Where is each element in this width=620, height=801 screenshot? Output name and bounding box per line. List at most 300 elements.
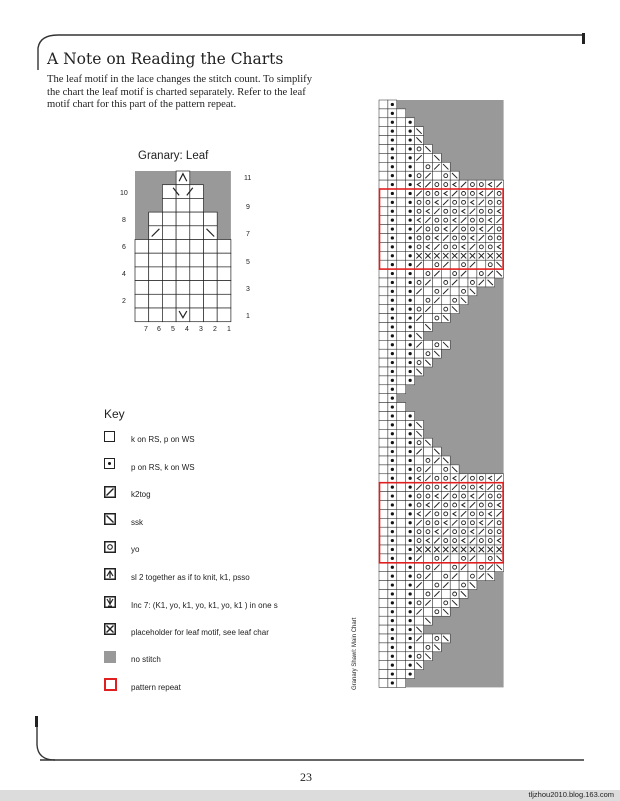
dot-icon <box>391 459 394 462</box>
chart-cell <box>379 554 388 563</box>
chart-cell <box>397 323 406 332</box>
chart-cell <box>424 314 433 323</box>
chart-cell <box>379 545 388 554</box>
chart-cell <box>424 590 433 599</box>
chart-cell <box>450 242 459 251</box>
footer-bar <box>0 790 620 801</box>
chart-cell <box>495 198 504 207</box>
dot-icon <box>391 130 394 133</box>
dot-icon <box>409 592 412 595</box>
dot-icon <box>409 236 412 239</box>
leaf-cell <box>149 267 163 281</box>
chart-cell <box>477 563 486 572</box>
chart-cell <box>441 501 450 510</box>
chart-cell <box>450 180 459 189</box>
chart-cell <box>379 643 388 652</box>
chart-cell <box>432 581 441 590</box>
chart-cell <box>424 234 433 243</box>
chart-cell <box>379 162 388 171</box>
leaf-cell <box>149 212 163 226</box>
chart-cell <box>379 296 388 305</box>
leaf-cell <box>190 281 204 295</box>
chart-cell <box>379 198 388 207</box>
dot-icon <box>409 147 412 150</box>
dot-icon <box>391 414 394 417</box>
chart-cell <box>468 278 477 287</box>
chart-cell <box>450 554 459 563</box>
leaf-cell <box>217 267 231 281</box>
leaf-cell <box>217 308 231 322</box>
chart-cell <box>468 180 477 189</box>
dot-icon <box>391 281 394 284</box>
chart-cell <box>450 536 459 545</box>
chart-cell <box>468 572 477 581</box>
chart-cell <box>432 314 441 323</box>
chart-cell <box>486 554 495 563</box>
dot-icon <box>391 290 394 293</box>
chart-cell <box>432 598 441 607</box>
chart-cell <box>450 474 459 483</box>
dot-icon <box>391 486 394 489</box>
chart-cell <box>415 180 424 189</box>
chart-cell <box>379 207 388 216</box>
chart-cell <box>477 483 486 492</box>
leaf-cell <box>149 281 163 295</box>
leaf-col-label: 2 <box>213 326 217 333</box>
chart-cell <box>415 598 424 607</box>
chart-cell <box>459 287 468 296</box>
dot-icon <box>391 210 394 213</box>
chart-cell <box>486 180 495 189</box>
leaf-cell <box>204 308 218 322</box>
chart-cell <box>450 269 459 278</box>
chart-cell <box>432 607 441 616</box>
dot-icon <box>391 103 394 106</box>
dot-icon <box>391 405 394 408</box>
dot-icon <box>391 575 394 578</box>
leaf-cell <box>162 281 176 295</box>
chart-cell <box>424 634 433 643</box>
dot-icon <box>391 637 394 640</box>
chart-cell <box>441 296 450 305</box>
main-chart-title: Granary Shawl: Main Chart <box>352 617 358 690</box>
chart-cell <box>379 385 388 394</box>
chart-cell <box>432 483 441 492</box>
dot-icon <box>391 299 394 302</box>
leaf-col-label: 4 <box>185 326 189 333</box>
chart-cell <box>397 429 406 438</box>
chart-cell <box>379 376 388 385</box>
chart-cell <box>379 349 388 358</box>
chart-cell <box>379 323 388 332</box>
dot-icon <box>409 486 412 489</box>
leaf-cell <box>162 185 176 199</box>
chart-cell <box>379 492 388 501</box>
chart-cell <box>459 518 468 527</box>
dot-icon <box>391 388 394 391</box>
chart-cell <box>424 269 433 278</box>
dot-icon <box>391 681 394 684</box>
chart-cell <box>397 287 406 296</box>
dot-icon <box>391 183 394 186</box>
leaf-cell <box>149 294 163 308</box>
chart-cell <box>432 634 441 643</box>
leaf-col-label: 1 <box>227 326 231 333</box>
dot-icon <box>409 227 412 230</box>
chart-cell <box>415 323 424 332</box>
chart-cell <box>424 242 433 251</box>
dot-icon <box>391 272 394 275</box>
chart-cell <box>397 145 406 154</box>
chart-cell <box>415 305 424 314</box>
chart-cell <box>441 207 450 216</box>
chart-cell <box>450 527 459 536</box>
leaf-cell <box>162 253 176 267</box>
chart-cell <box>450 234 459 243</box>
chart-cell <box>432 305 441 314</box>
chart-cell <box>397 242 406 251</box>
chart-cell <box>468 563 477 572</box>
chart-cell <box>450 590 459 599</box>
leaf-row-label: 3 <box>246 286 250 293</box>
dot-icon <box>391 147 394 150</box>
chart-cell <box>397 492 406 501</box>
chart-cell <box>424 225 433 234</box>
chart-cell <box>379 180 388 189</box>
dot-icon <box>409 628 412 631</box>
dot-icon <box>391 219 394 222</box>
dot-icon <box>409 530 412 533</box>
chart-cell <box>432 234 441 243</box>
leaf-cell <box>162 294 176 308</box>
dot-icon <box>409 557 412 560</box>
dot-icon <box>409 361 412 364</box>
chart-cell <box>432 518 441 527</box>
chart-cell <box>486 234 495 243</box>
dot-icon <box>409 672 412 675</box>
chart-cell <box>432 180 441 189</box>
chart-cell <box>415 171 424 180</box>
dot-icon <box>409 352 412 355</box>
dot-icon <box>391 441 394 444</box>
chart-cell <box>468 234 477 243</box>
leaf-row-label: 5 <box>246 259 250 266</box>
chart-cell <box>397 679 406 688</box>
chart-cell <box>379 287 388 296</box>
chart-cell <box>459 572 468 581</box>
chart-cell <box>459 581 468 590</box>
chart-cell <box>379 251 388 260</box>
chart-cell <box>459 242 468 251</box>
chart-cell <box>468 269 477 278</box>
chart-cell <box>415 590 424 599</box>
dot-icon <box>391 174 394 177</box>
chart-cell <box>397 420 406 429</box>
chart-cell <box>415 474 424 483</box>
chart-cell <box>450 207 459 216</box>
dot-icon <box>409 619 412 622</box>
chart-cell <box>441 572 450 581</box>
leaf-cell <box>135 253 149 267</box>
chart-cell <box>379 216 388 225</box>
dot-icon <box>409 299 412 302</box>
chart-cell <box>441 216 450 225</box>
chart-cell <box>450 501 459 510</box>
dot-icon <box>409 583 412 586</box>
chart-cell <box>397 314 406 323</box>
chart-cell <box>441 180 450 189</box>
chart-cell <box>432 225 441 234</box>
dot-icon <box>409 646 412 649</box>
chart-cell <box>379 518 388 527</box>
leaf-cell <box>135 294 149 308</box>
chart-cell <box>441 518 450 527</box>
chart-cell <box>397 136 406 145</box>
chart-cell <box>477 269 486 278</box>
leaf-cell <box>176 294 190 308</box>
chart-cell <box>415 438 424 447</box>
leaf-cell <box>135 281 149 295</box>
dot-icon <box>409 130 412 133</box>
leaf-cell <box>162 212 176 226</box>
dot-icon <box>391 601 394 604</box>
chart-cell <box>415 536 424 545</box>
dot-icon <box>409 245 412 248</box>
chart-cell <box>379 171 388 180</box>
chart-cell <box>424 349 433 358</box>
chart-cell <box>450 492 459 501</box>
chart-cell <box>459 536 468 545</box>
leaf-row-label: 6 <box>122 244 126 251</box>
key-label: sl 2 together as if to knit, k1, psso <box>131 573 250 582</box>
k2tog-icon <box>104 486 116 498</box>
chart-cell <box>459 234 468 243</box>
chart-cell <box>424 581 433 590</box>
chart-cell <box>379 234 388 243</box>
chart-cell <box>397 590 406 599</box>
chart-cell <box>379 652 388 661</box>
chart-cell <box>397 509 406 518</box>
chart-cell <box>397 331 406 340</box>
chart-cell <box>415 242 424 251</box>
chart-cell <box>424 447 433 456</box>
dot-icon <box>409 308 412 311</box>
chart-cell <box>441 269 450 278</box>
chart-cell <box>441 536 450 545</box>
chart-cell <box>397 625 406 634</box>
dot-icon <box>391 165 394 168</box>
chart-cell <box>379 572 388 581</box>
dot-icon <box>391 672 394 675</box>
placeholder-x-icon <box>104 623 116 635</box>
chart-cell <box>397 465 406 474</box>
dot-icon <box>409 316 412 319</box>
key-label: Inc 7: (K1, yo, k1, yo, k1, yo, k1 ) in one s <box>131 601 278 610</box>
key-label: k2tog <box>131 490 151 499</box>
chart-cell <box>397 340 406 349</box>
dot-icon <box>409 210 412 213</box>
chart-cell <box>397 501 406 510</box>
chart-cell <box>397 278 406 287</box>
chart-cell <box>379 314 388 323</box>
dot-icon <box>391 352 394 355</box>
chart-cell <box>459 483 468 492</box>
chart-cell <box>486 501 495 510</box>
leaf-cell <box>135 240 149 254</box>
chart-cell <box>486 207 495 216</box>
chart-cell <box>486 474 495 483</box>
chart-cell <box>379 661 388 670</box>
chart-cell <box>459 501 468 510</box>
chart-cell <box>379 367 388 376</box>
leaf-cell <box>190 240 204 254</box>
chart-cell <box>397 518 406 527</box>
dot-icon <box>409 165 412 168</box>
chart-cell <box>397 260 406 269</box>
leaf-cell <box>217 240 231 254</box>
dot-icon <box>391 334 394 337</box>
chart-cell <box>379 438 388 447</box>
dot-icon <box>409 548 412 551</box>
chart-cell <box>450 509 459 518</box>
chart-cell <box>397 251 406 260</box>
chart-cell <box>468 216 477 225</box>
dot-icon <box>409 379 412 382</box>
key-label: yo <box>131 545 140 554</box>
chart-cell <box>397 572 406 581</box>
chart-cell <box>468 518 477 527</box>
chart-cell <box>441 509 450 518</box>
chart-cell <box>415 349 424 358</box>
dot-icon <box>391 664 394 667</box>
chart-cell <box>468 189 477 198</box>
chart-cell <box>379 607 388 616</box>
chart-cell <box>477 509 486 518</box>
leaf-cell <box>162 198 176 212</box>
chart-cell <box>459 189 468 198</box>
dot-icon <box>409 174 412 177</box>
chart-cell <box>459 225 468 234</box>
chart-cell <box>397 118 406 127</box>
chart-cell <box>397 403 406 412</box>
chart-cell <box>495 536 504 545</box>
chart-cell <box>432 509 441 518</box>
dot-icon <box>391 379 394 382</box>
leaf-cell <box>176 226 190 240</box>
dot-icon <box>409 254 412 257</box>
dot-icon <box>391 610 394 613</box>
chart-cell <box>415 652 424 661</box>
dot-icon <box>391 397 394 400</box>
chart-cell <box>397 189 406 198</box>
leaf-cell <box>217 281 231 295</box>
dot-icon <box>409 281 412 284</box>
chart-cell <box>379 536 388 545</box>
dot-icon <box>409 575 412 578</box>
chart-cell <box>397 607 406 616</box>
chart-cell <box>424 296 433 305</box>
chart-cell <box>379 118 388 127</box>
bottom-left-cap <box>35 716 38 727</box>
leaf-chart <box>134 170 238 324</box>
chart-cell <box>415 234 424 243</box>
leaf-cell <box>176 198 190 212</box>
top-right-cap <box>582 33 585 44</box>
chart-cell <box>432 216 441 225</box>
chart-cell <box>397 456 406 465</box>
leaf-row-label: 2 <box>122 298 126 305</box>
dot-icon <box>409 450 412 453</box>
chart-cell <box>477 518 486 527</box>
chart-cell <box>459 527 468 536</box>
chart-cell <box>432 492 441 501</box>
chart-cell <box>415 162 424 171</box>
chart-cell <box>397 581 406 590</box>
chart-cell <box>468 198 477 207</box>
chart-cell <box>415 198 424 207</box>
dot-icon <box>409 610 412 613</box>
dot-icon <box>104 458 115 469</box>
chart-cell <box>397 198 406 207</box>
chart-cell <box>415 278 424 287</box>
dot-icon <box>391 646 394 649</box>
chart-cell <box>397 598 406 607</box>
chart-cell <box>432 554 441 563</box>
leaf-col-label: 7 <box>144 326 148 333</box>
chart-cell <box>432 198 441 207</box>
dot-icon <box>391 557 394 560</box>
chart-cell <box>397 554 406 563</box>
chart-cell <box>397 171 406 180</box>
chart-cell <box>397 483 406 492</box>
chart-cell <box>379 465 388 474</box>
chart-cell <box>477 260 486 269</box>
chart-cell <box>379 394 388 403</box>
dot-icon <box>391 468 394 471</box>
chart-cell <box>424 287 433 296</box>
chart-cell <box>495 207 504 216</box>
chart-cell <box>450 296 459 305</box>
leaf-row-label: 7 <box>246 231 250 238</box>
dot-icon <box>391 592 394 595</box>
dot-icon <box>409 370 412 373</box>
key-label: ssk <box>131 518 143 527</box>
chart-cell <box>459 207 468 216</box>
dot-icon <box>391 512 394 515</box>
chart-cell <box>486 527 495 536</box>
chart-cell <box>441 225 450 234</box>
chart-cell <box>441 465 450 474</box>
key-label: k on RS, p on WS <box>131 435 195 444</box>
leaf-col-label: 3 <box>199 326 203 333</box>
chart-cell <box>379 501 388 510</box>
chart-cell <box>379 358 388 367</box>
chart-cell <box>477 189 486 198</box>
chart-cell <box>415 269 424 278</box>
chart-cell <box>495 189 504 198</box>
dot-icon <box>409 201 412 204</box>
dot-icon <box>391 503 394 506</box>
footer-watermark: tljzhou2010.blog.163.com <box>528 790 614 799</box>
chart-cell <box>424 153 433 162</box>
key-label: no stitch <box>131 655 161 664</box>
chart-cell <box>477 242 486 251</box>
chart-cell <box>441 474 450 483</box>
chart-cell <box>441 598 450 607</box>
chart-cell <box>397 474 406 483</box>
chart-cell <box>441 590 450 599</box>
chart-cell <box>441 563 450 572</box>
